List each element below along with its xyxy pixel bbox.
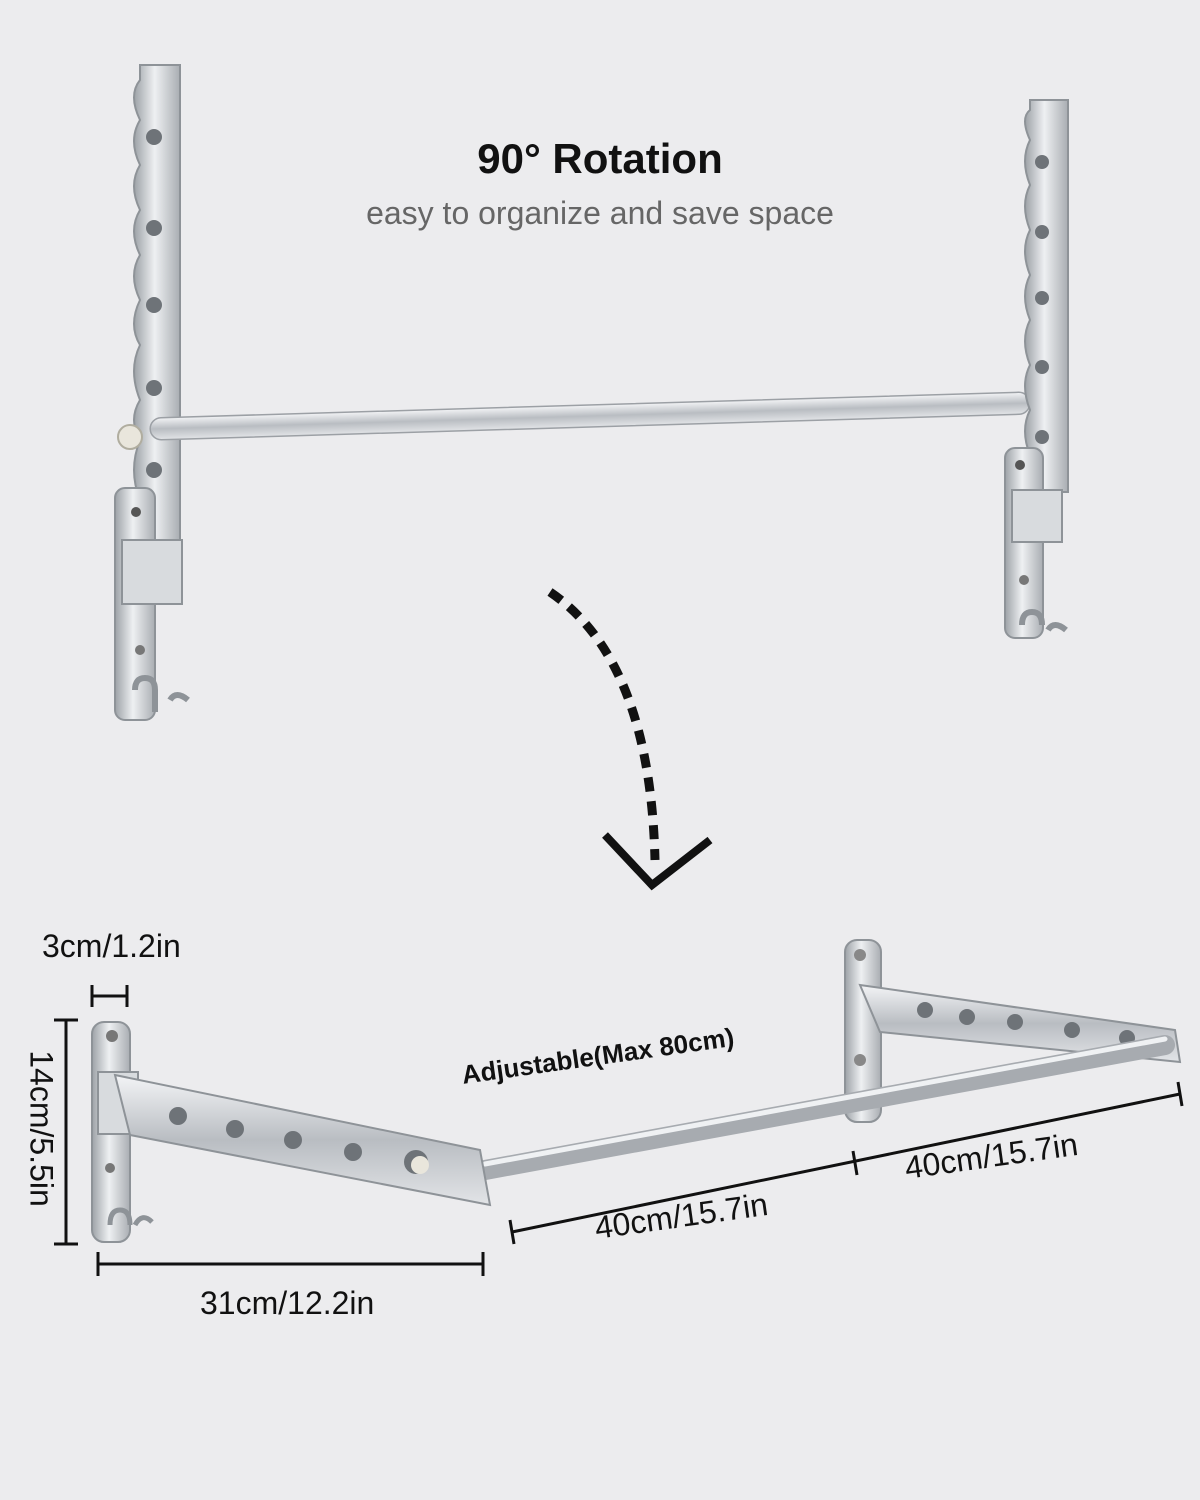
top-rod [150,392,1030,440]
bracket-height-label: 14cm/5.5in [23,1050,60,1207]
rod-segment-2-label: 40cm/15.7in [902,1125,1081,1186]
left-rod-knob [118,425,142,449]
headline-subtitle: easy to organize and save space [366,195,834,231]
arm-length-label: 31cm/12.2in [200,1285,375,1321]
headline-title: 90° Rotation [477,135,723,182]
curved-dashed-arrow-icon [550,592,710,885]
rod-segment-1-label: 40cm/15.7in [592,1185,771,1246]
bracket-width-label: 3cm/1.2in [42,928,181,964]
adjustable-label: Adjustable(Max 80cm) [459,1021,736,1090]
rack-extended-view [92,940,1180,1242]
front-arm [115,1075,490,1205]
